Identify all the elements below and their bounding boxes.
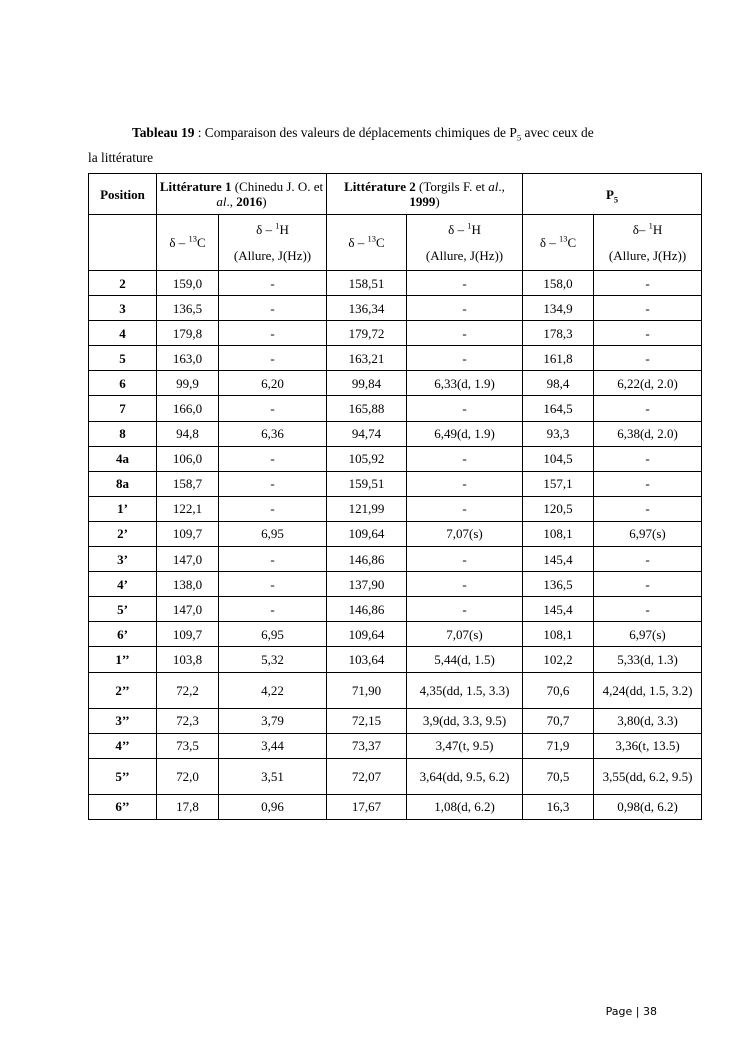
cell-h1-lit2: - bbox=[407, 321, 523, 346]
cell-h1-lit2: 1,08(d, 6.2) bbox=[407, 794, 523, 819]
cell-position: 6 bbox=[89, 371, 157, 396]
table-row bbox=[89, 521, 702, 546]
cell-position: 3’ bbox=[89, 547, 157, 572]
cell-c13-lit2: 146,86 bbox=[327, 547, 407, 572]
cell-c13-lit1: 17,8 bbox=[157, 794, 219, 819]
allure-label: (Allure, J(Hz)) bbox=[608, 247, 687, 263]
lit2-bold: Littérature 2 bbox=[344, 179, 416, 194]
cell-c13-lit2: 94,74 bbox=[327, 421, 407, 446]
cell-position: 2’’ bbox=[89, 672, 157, 708]
table-row bbox=[89, 547, 702, 572]
cell-position: 5 bbox=[89, 346, 157, 371]
cell-c13-lit2: 121,99 bbox=[327, 496, 407, 521]
cell-c13-lit2: 99,84 bbox=[327, 371, 407, 396]
table-caption bbox=[88, 120, 703, 170]
cell-c13-p5: 157,1 bbox=[523, 471, 594, 496]
cell-position: 8a bbox=[89, 471, 157, 496]
cell-h1-lit2: 5,44(d, 1.5) bbox=[407, 647, 523, 672]
cell-h1-lit1: - bbox=[219, 572, 327, 597]
cell-position: 3’’ bbox=[89, 708, 157, 733]
lit2-text-a: (Torgils F. et bbox=[415, 179, 489, 194]
h1-post: H bbox=[279, 221, 289, 237]
cell-position: 4a bbox=[89, 446, 157, 471]
table-row bbox=[89, 597, 702, 622]
cell-c13-p5: 134,9 bbox=[523, 296, 594, 321]
cell-c13-p5: 145,4 bbox=[523, 597, 594, 622]
cell-h1-lit1: 6,95 bbox=[219, 521, 327, 546]
cell-c13-lit1: 136,5 bbox=[157, 296, 219, 321]
cell-h1-lit2: - bbox=[407, 296, 523, 321]
cell-h1-p5: 3,55(dd, 6.2, 9.5) bbox=[594, 758, 702, 794]
cell-h1-lit2: 3,47(t, 9.5) bbox=[407, 733, 523, 758]
c13-post: C bbox=[196, 235, 206, 250]
table-row bbox=[89, 733, 702, 758]
lit1-text-c: ) bbox=[262, 194, 267, 209]
cell-c13-p5: 108,1 bbox=[523, 521, 594, 546]
cell-h1-lit1: - bbox=[219, 547, 327, 572]
cell-c13-p5: 93,3 bbox=[523, 421, 594, 446]
lit2-year: 1999 bbox=[409, 194, 436, 209]
cell-c13-p5: 98,4 bbox=[523, 371, 594, 396]
cell-h1-lit2: - bbox=[407, 271, 523, 296]
c13-sup: 13 bbox=[188, 233, 197, 244]
cell-c13-lit1: 72,3 bbox=[157, 708, 219, 733]
cell-c13-p5: 104,5 bbox=[523, 446, 594, 471]
cell-c13-lit1: 138,0 bbox=[157, 572, 219, 597]
table-row bbox=[89, 672, 702, 708]
cell-c13-lit2: 17,67 bbox=[327, 794, 407, 819]
cell-h1-lit1: - bbox=[219, 597, 327, 622]
cell-c13-p5: 102,2 bbox=[523, 647, 594, 672]
cell-h1-lit1: 3,44 bbox=[219, 733, 327, 758]
cell-position: 6’’ bbox=[89, 794, 157, 819]
cell-c13-lit1: 147,0 bbox=[157, 597, 219, 622]
table-row bbox=[89, 371, 702, 396]
cell-c13-lit1: 73,5 bbox=[157, 733, 219, 758]
c13-pre: δ – bbox=[348, 235, 368, 250]
caption-label: Tableau 19 bbox=[132, 125, 195, 140]
cell-position: 4 bbox=[89, 321, 157, 346]
header-h1-p5 bbox=[594, 215, 702, 271]
h1-sup: 1 bbox=[275, 220, 280, 231]
header-c13-lit1 bbox=[157, 215, 219, 271]
cell-h1-p5: 6,97(s) bbox=[594, 521, 702, 546]
cell-h1-lit1: - bbox=[219, 446, 327, 471]
cell-c13-lit1: 159,0 bbox=[157, 271, 219, 296]
cell-c13-lit2: 165,88 bbox=[327, 396, 407, 421]
cell-h1-lit1: 0,96 bbox=[219, 794, 327, 819]
cell-position: 3 bbox=[89, 296, 157, 321]
cell-c13-lit1: 72,2 bbox=[157, 672, 219, 708]
cell-h1-p5: 3,36(t, 13.5) bbox=[594, 733, 702, 758]
cell-h1-lit1: 3,51 bbox=[219, 758, 327, 794]
c13-sup: 13 bbox=[367, 233, 376, 244]
cell-c13-p5: 70,7 bbox=[523, 708, 594, 733]
cell-position: 8 bbox=[89, 421, 157, 446]
cell-h1-p5: 4,24(dd, 1.5, 3.2) bbox=[594, 672, 702, 708]
cell-h1-p5: - bbox=[594, 296, 702, 321]
h1-pre: δ– bbox=[632, 221, 649, 237]
cell-h1-lit1: - bbox=[219, 496, 327, 521]
cell-h1-lit1: - bbox=[219, 396, 327, 421]
cell-h1-lit1: 6,20 bbox=[219, 371, 327, 396]
caption-line2: la littérature bbox=[88, 150, 154, 165]
cell-h1-lit1: 6,95 bbox=[219, 622, 327, 647]
c13-pre: δ – bbox=[169, 235, 189, 250]
p5-sub: 5 bbox=[613, 194, 619, 205]
cell-h1-p5: - bbox=[594, 446, 702, 471]
cell-c13-p5: 158,0 bbox=[523, 271, 594, 296]
table-row bbox=[89, 708, 702, 733]
lit1-text-b: ., bbox=[226, 194, 237, 209]
cell-position: 6’ bbox=[89, 622, 157, 647]
h1-post: H bbox=[652, 221, 663, 237]
h1-post: H bbox=[471, 221, 481, 237]
table-row bbox=[89, 794, 702, 819]
cell-c13-p5: 120,5 bbox=[523, 496, 594, 521]
table-row bbox=[89, 496, 702, 521]
cell-position: 2 bbox=[89, 271, 157, 296]
cell-c13-lit1: 166,0 bbox=[157, 396, 219, 421]
h1-label bbox=[221, 217, 324, 243]
cell-h1-p5: - bbox=[594, 597, 702, 622]
h1-label bbox=[596, 217, 699, 243]
cell-h1-lit2: - bbox=[407, 597, 523, 622]
cell-c13-p5: 108,1 bbox=[523, 622, 594, 647]
cell-h1-p5: - bbox=[594, 396, 702, 421]
header-c13-lit2 bbox=[327, 215, 407, 271]
c13-post: C bbox=[375, 235, 385, 250]
cell-c13-lit1: 72,0 bbox=[157, 758, 219, 794]
cell-h1-p5: - bbox=[594, 496, 702, 521]
cell-h1-p5: 6,38(d, 2.0) bbox=[594, 421, 702, 446]
lit1-italic: al bbox=[216, 194, 227, 209]
cell-c13-lit2: 109,64 bbox=[327, 521, 407, 546]
h1-pre: δ – bbox=[256, 221, 276, 237]
cell-c13-lit1: 103,8 bbox=[157, 647, 219, 672]
cell-h1-lit1: - bbox=[219, 321, 327, 346]
cell-c13-lit2: 103,64 bbox=[327, 647, 407, 672]
cell-h1-lit2: 6,49(d, 1.9) bbox=[407, 421, 523, 446]
cell-position: 5’ bbox=[89, 597, 157, 622]
lit1-bold: Littérature 1 bbox=[159, 179, 232, 194]
cell-h1-lit2: - bbox=[407, 396, 523, 421]
cell-c13-lit1: 109,7 bbox=[157, 622, 219, 647]
cell-c13-lit1: 99,9 bbox=[157, 371, 219, 396]
cell-c13-lit1: 163,0 bbox=[157, 346, 219, 371]
lit1-text-a: (Chinedu J. O. et bbox=[231, 179, 324, 194]
table-row bbox=[89, 446, 702, 471]
table-row bbox=[89, 346, 702, 371]
cell-c13-lit2: 109,64 bbox=[327, 622, 407, 647]
cell-c13-lit2: 179,72 bbox=[327, 321, 407, 346]
table-row bbox=[89, 471, 702, 496]
cell-position: 4’’ bbox=[89, 733, 157, 758]
table-row bbox=[89, 396, 702, 421]
cell-c13-p5: 145,4 bbox=[523, 547, 594, 572]
h1-label bbox=[409, 217, 520, 243]
cell-c13-lit2: 137,90 bbox=[327, 572, 407, 597]
cell-h1-lit1: - bbox=[219, 296, 327, 321]
cell-c13-lit2: 72,15 bbox=[327, 708, 407, 733]
header-position: Position bbox=[89, 174, 157, 215]
h1-sup: 1 bbox=[467, 220, 472, 231]
cell-c13-lit2: 158,51 bbox=[327, 271, 407, 296]
cell-c13-p5: 71,9 bbox=[523, 733, 594, 758]
cell-h1-p5: - bbox=[594, 572, 702, 597]
h1-pre: δ – bbox=[448, 221, 468, 237]
lit2-italic: al bbox=[488, 179, 499, 194]
cell-h1-lit2: - bbox=[407, 471, 523, 496]
cell-h1-lit2: - bbox=[407, 547, 523, 572]
table-row bbox=[89, 647, 702, 672]
cell-c13-lit1: 179,8 bbox=[157, 321, 219, 346]
cell-c13-p5: 178,3 bbox=[523, 321, 594, 346]
cell-h1-lit1: 6,36 bbox=[219, 421, 327, 446]
c13-post: C bbox=[567, 235, 577, 250]
lit1-year: 2016 bbox=[236, 194, 263, 209]
cell-c13-lit1: 94,8 bbox=[157, 421, 219, 446]
cell-h1-lit2: 7,07(s) bbox=[407, 521, 523, 546]
cell-c13-lit2: 105,92 bbox=[327, 446, 407, 471]
h1-sup: 1 bbox=[648, 220, 653, 231]
cell-h1-lit1: - bbox=[219, 346, 327, 371]
cell-h1-lit1: 3,79 bbox=[219, 708, 327, 733]
cell-c13-lit2: 73,37 bbox=[327, 733, 407, 758]
cell-c13-lit2: 72,07 bbox=[327, 758, 407, 794]
cell-h1-lit2: 6,33(d, 1.9) bbox=[407, 371, 523, 396]
table-row bbox=[89, 421, 702, 446]
header-c13-p5 bbox=[523, 215, 594, 271]
c13-pre: δ – bbox=[539, 235, 560, 250]
header-literature-2 bbox=[327, 174, 523, 215]
cell-position: 5’’ bbox=[89, 758, 157, 794]
table-row bbox=[89, 622, 702, 647]
c13-sup: 13 bbox=[559, 233, 568, 244]
cell-h1-p5: - bbox=[594, 271, 702, 296]
comparison-table bbox=[88, 173, 702, 820]
cell-h1-lit1: - bbox=[219, 471, 327, 496]
cell-h1-lit2: - bbox=[407, 346, 523, 371]
cell-h1-lit2: 7,07(s) bbox=[407, 622, 523, 647]
table-row bbox=[89, 271, 702, 296]
cell-position: 7 bbox=[89, 396, 157, 421]
table-row bbox=[89, 296, 702, 321]
cell-c13-lit2: 136,34 bbox=[327, 296, 407, 321]
cell-c13-p5: 136,5 bbox=[523, 572, 594, 597]
cell-h1-p5: 6,22(d, 2.0) bbox=[594, 371, 702, 396]
p5-main: P bbox=[605, 186, 614, 202]
cell-position: 1’’ bbox=[89, 647, 157, 672]
header-h1-lit2 bbox=[407, 215, 523, 271]
cell-c13-lit2: 159,51 bbox=[327, 471, 407, 496]
allure-label: (Allure, J(Hz)) bbox=[233, 247, 312, 263]
table-header-row-2 bbox=[89, 215, 702, 271]
cell-h1-lit2: 3,64(dd, 9.5, 6.2) bbox=[407, 758, 523, 794]
page-footer: Page | 38 bbox=[605, 1005, 657, 1018]
cell-position: 2’ bbox=[89, 521, 157, 546]
table-header-row-1 bbox=[89, 174, 702, 215]
allure-label: (Allure, J(Hz)) bbox=[425, 247, 504, 263]
cell-h1-lit2: - bbox=[407, 572, 523, 597]
lit2-text-b: ., bbox=[498, 179, 505, 194]
cell-h1-lit2: - bbox=[407, 496, 523, 521]
header-h1-lit1 bbox=[219, 215, 327, 271]
caption-sub: 5 bbox=[516, 132, 522, 143]
lit2-text-c: ) bbox=[435, 194, 440, 209]
cell-c13-p5: 70,6 bbox=[523, 672, 594, 708]
cell-h1-p5: 6,97(s) bbox=[594, 622, 702, 647]
cell-c13-lit1: 158,7 bbox=[157, 471, 219, 496]
cell-c13-p5: 164,5 bbox=[523, 396, 594, 421]
header-p5 bbox=[523, 174, 702, 215]
cell-h1-p5: - bbox=[594, 471, 702, 496]
cell-c13-lit1: 122,1 bbox=[157, 496, 219, 521]
cell-c13-lit2: 146,86 bbox=[327, 597, 407, 622]
cell-h1-p5: - bbox=[594, 346, 702, 371]
cell-h1-lit1: 5,32 bbox=[219, 647, 327, 672]
cell-c13-p5: 70,5 bbox=[523, 758, 594, 794]
cell-h1-lit2: 3,9(dd, 3.3, 9.5) bbox=[407, 708, 523, 733]
cell-c13-lit1: 147,0 bbox=[157, 547, 219, 572]
cell-h1-p5: - bbox=[594, 547, 702, 572]
table-row bbox=[89, 321, 702, 346]
cell-c13-p5: 16,3 bbox=[523, 794, 594, 819]
cell-position: 4’ bbox=[89, 572, 157, 597]
header-literature-1 bbox=[157, 174, 327, 215]
cell-c13-lit2: 71,90 bbox=[327, 672, 407, 708]
header-empty bbox=[89, 215, 157, 271]
caption-text-a: : Comparaison des valeurs de déplacements chimiques de P bbox=[194, 125, 517, 140]
cell-h1-p5: 0,98(d, 6.2) bbox=[594, 794, 702, 819]
cell-h1-p5: - bbox=[594, 321, 702, 346]
cell-h1-p5: 5,33(d, 1.3) bbox=[594, 647, 702, 672]
caption-text-b: avec ceux de bbox=[521, 125, 594, 140]
cell-c13-lit1: 106,0 bbox=[157, 446, 219, 471]
table-row bbox=[89, 572, 702, 597]
cell-c13-p5: 161,8 bbox=[523, 346, 594, 371]
cell-c13-lit2: 163,21 bbox=[327, 346, 407, 371]
table-row bbox=[89, 758, 702, 794]
cell-h1-lit1: 4,22 bbox=[219, 672, 327, 708]
cell-h1-lit2: - bbox=[407, 446, 523, 471]
cell-h1-lit1: - bbox=[219, 271, 327, 296]
cell-h1-lit2: 4,35(dd, 1.5, 3.3) bbox=[407, 672, 523, 708]
cell-c13-lit1: 109,7 bbox=[157, 521, 219, 546]
cell-h1-p5: 3,80(d, 3.3) bbox=[594, 708, 702, 733]
cell-position: 1’ bbox=[89, 496, 157, 521]
